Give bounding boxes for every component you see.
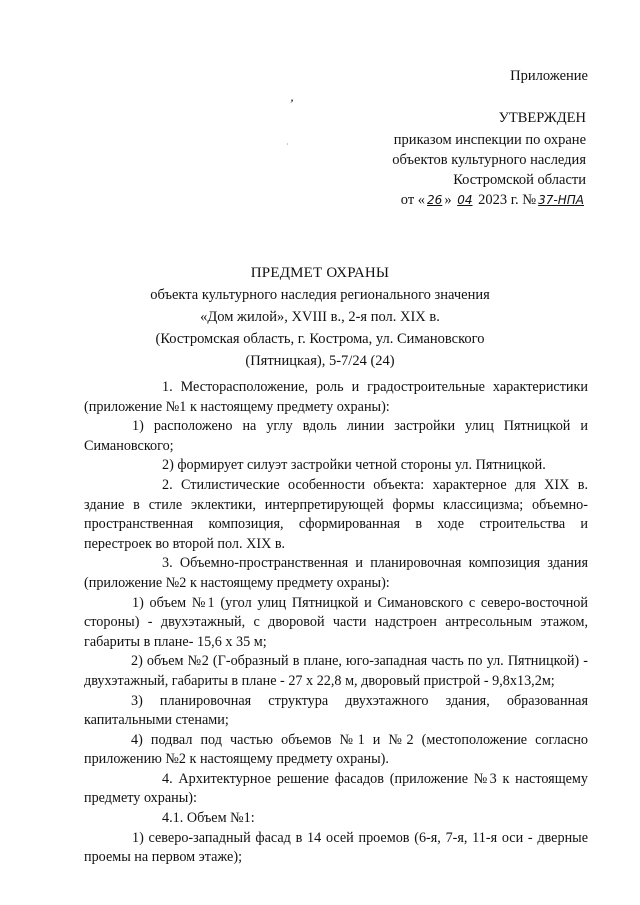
approval-line-2: объектов культурного наследия (392, 152, 586, 168)
appendix-label: Приложение (510, 68, 588, 84)
document-title (0, 262, 640, 372)
title-line-3: (Костромская область, г. Кострома, ул. Симановского (155, 331, 485, 347)
approval-block (392, 108, 586, 210)
paragraph: 1) объем №1 (угол улиц Пятницкой и Симановского с северо-восточной стороны) - двухэтажный, с дворовой части надстроен антресольным этажом, габариты в плане- 15,6 х 35 м; (84, 594, 588, 650)
approval-date-line (392, 190, 586, 210)
paragraph: 4) подвал под частью объемов №1 и №2 (местоположение согласно приложению №2 к настоящему предмету охраны). (84, 731, 588, 768)
handwritten-month: 04 (457, 193, 473, 207)
paragraph: 1) расположено на углу вдоль линии застройки улиц Пятницкой и Симановского; (84, 418, 588, 454)
handwritten-day: 26 (427, 193, 443, 207)
paragraph: 3) планировочная структура двухэтажного здания, образованная капитальными стенами; (84, 692, 588, 729)
handwritten-order-number: 37-НПА (538, 193, 584, 207)
title-line-2: «Дом жилой», XVIII в., 2-я пол. XIX в. (200, 309, 440, 325)
paragraph: 3. Объемно-пространственная и планировочная композиция здания (приложение №2 к настоящему предмету охраны): (84, 555, 588, 591)
title-heading: ПРЕДМЕТ ОХРАНЫ (250, 265, 390, 281)
paragraph: 1) северо-западный фасад в 14 осей проемов (6-я, 7-я, 11-я оси - дверные проемы на первом этаже); (84, 829, 588, 866)
date-year: 2023 г. № (474, 192, 537, 208)
paragraph: 4. Архитектурное решение фасадов (приложение №3 к настоящему предмету охраны): (84, 770, 588, 807)
paragraph: 2. Стилистические особенности объекта: характерное для XIX в. здание в стиле эклектики, интерпретирующей формы классицизма; объемно-пространственная композиция, сформированная в ходе строительства и перестроек во второй пол. XIX в. (84, 476, 588, 552)
paragraph: 1. Месторасположение, роль и градостроительные характеристики (приложение №1 к настоящему предмету охраны): (84, 379, 588, 415)
approval-line-1: приказом инспекции по охране (393, 132, 586, 148)
pen-tick-mark: ʼ (287, 95, 295, 112)
title-line-4: (Пятницкая), 5-7/24 (24) (245, 353, 395, 369)
approval-line-3: Костромской области (453, 172, 586, 188)
paragraph: 2) объем №2 (Г-образный в плане, юго-западная часть по ул. Пятницкой) - двухэтажный, габариты в плане - 27 х 22,8 м, дворовый пристрой - 9,8х13,2м; (84, 653, 588, 689)
document-body (84, 378, 588, 868)
paragraph: 4.1. Объем №1: (162, 810, 255, 827)
approval-heading: УТВЕРЖДЕН (498, 110, 586, 126)
date-prefix: от « (400, 192, 426, 208)
scan-speck: · (286, 140, 289, 149)
paragraph: 2) формирует силуэт застройки четной стороны ул. Пятницкой. (162, 457, 546, 474)
date-mid: » (444, 192, 456, 208)
title-line-1: объекта культурного наследия регионального значения (150, 287, 490, 303)
